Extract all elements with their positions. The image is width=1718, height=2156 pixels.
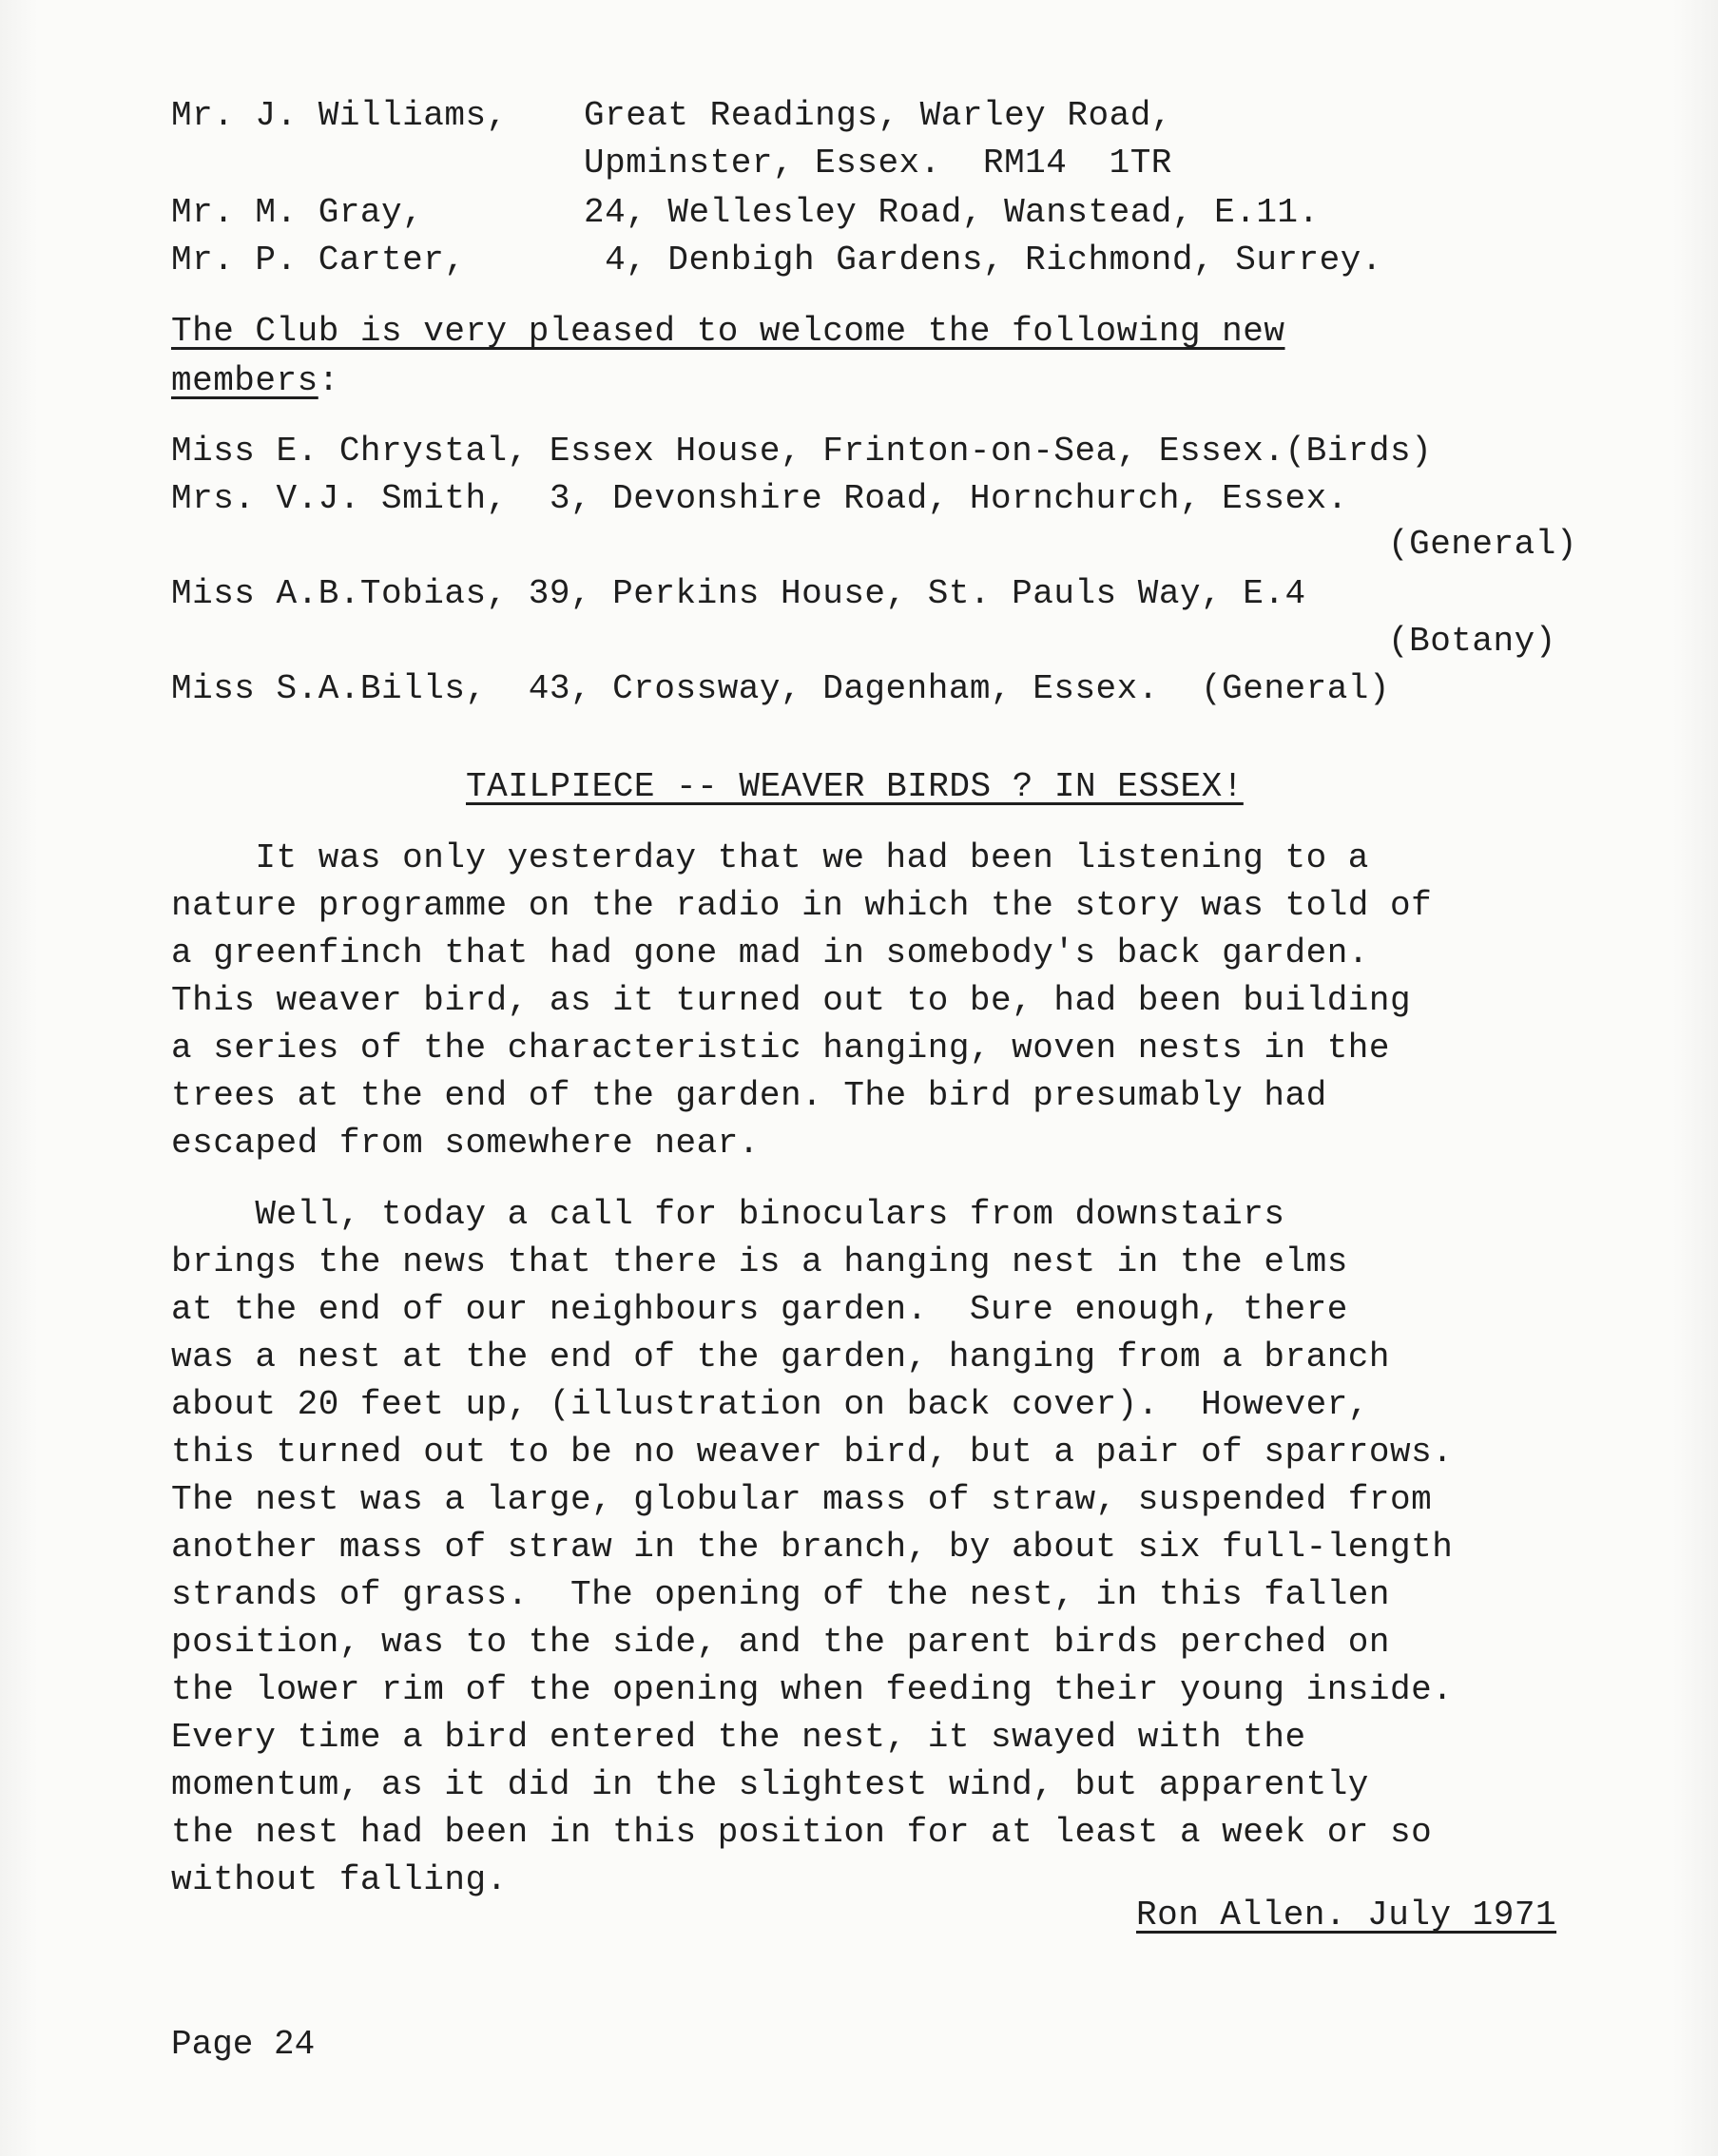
welcome-colon: : <box>318 361 339 400</box>
welcome-heading: The Club is very pleased to welcome the following new <box>171 312 1285 351</box>
article-title: TAILPIECE -- WEAVER BIRDS ? IN ESSEX! <box>466 767 1244 806</box>
address-name: Mr. M. Gray, <box>171 193 424 232</box>
paragraph-line: Every time a bird entered the nest, it swayed with the <box>171 1718 1306 1757</box>
paragraph-line: The nest was a large, globular mass of straw, suspended from <box>171 1480 1433 1519</box>
new-member-entry: Miss A.B.Tobias, 39, Perkins House, St. Pauls Way, E.4 <box>171 574 1306 613</box>
paragraph-line: nature programme on the radio in which the story was told of <box>171 886 1433 925</box>
welcome-heading-continued <box>171 357 339 405</box>
paragraph-line: Well, today a call for binoculars from downstairs <box>171 1195 1285 1234</box>
paragraph-line: without falling. <box>171 1860 508 1899</box>
paragraph-line: was a nest at the end of the garden, hanging from a branch <box>171 1338 1391 1376</box>
new-member-entry: Miss E. Chrystal, Essex House, Frinton-on-Sea, Essex.(Birds) <box>171 432 1433 471</box>
paragraph-line: the nest had been in this position for at least a week or so <box>171 1813 1433 1852</box>
paragraph-line: a greenfinch that had gone mad in somebody's back garden. <box>171 934 1369 972</box>
paragraph-line: the lower rim of the opening when feeding their young inside. <box>171 1670 1454 1709</box>
address-name: Mr. P. Carter, <box>171 241 466 279</box>
new-member-entry: Miss S.A.Bills, 43, Crossway, Dagenham, Essex. (General) <box>171 669 1391 708</box>
paragraph-line: It was only yesterday that we had been listening to a <box>171 838 1369 877</box>
paragraph-line: trees at the end of the garden. The bird presumably had <box>171 1076 1327 1115</box>
new-member-interest: (Botany) <box>1388 622 1556 661</box>
paragraph-line: escaped from somewhere near. <box>171 1124 760 1163</box>
new-member-entry: Mrs. V.J. Smith, 3, Devonshire Road, Hornchurch, Essex. <box>171 479 1348 518</box>
address-detail: 4, Denbigh Gardens, Richmond, Surrey. <box>584 241 1382 279</box>
address-detail: 24, Wellesley Road, Wanstead, E.11. <box>584 193 1320 232</box>
paragraph-line: this turned out to be no weaver bird, but a pair of sparrows. <box>171 1433 1454 1472</box>
address-name: Mr. J. Williams, <box>171 96 508 135</box>
page-number: Page 24 <box>171 2025 316 2064</box>
paragraph-line: strands of grass. The opening of the nest, in this fallen <box>171 1575 1391 1614</box>
address-continuation: Upminster, Essex. RM14 1TR <box>584 144 1172 183</box>
paragraph-line: position, was to the side, and the parent birds perched on <box>171 1623 1391 1662</box>
paragraph-line: at the end of our neighbours garden. Sure enough, there <box>171 1290 1348 1329</box>
paragraph-line: momentum, as it did in the slightest wind, but apparently <box>171 1765 1369 1804</box>
paragraph-line: another mass of straw in the branch, by about six full-length <box>171 1528 1454 1567</box>
address-detail: Great Readings, Warley Road, <box>584 96 1172 135</box>
paragraph-line: a series of the characteristic hanging, woven nests in the <box>171 1029 1391 1068</box>
paragraph-line: This weaver bird, as it turned out to be, had been building <box>171 981 1412 1020</box>
paragraph-line: brings the news that there is a hanging nest in the elms <box>171 1242 1348 1281</box>
author-signature: Ron Allen. July 1971 <box>1136 1896 1557 1935</box>
paragraph-line: about 20 feet up, (illustration on back cover). However, <box>171 1385 1369 1424</box>
welcome-heading-members: members <box>171 361 319 400</box>
new-member-interest: (General) <box>1388 525 1577 564</box>
